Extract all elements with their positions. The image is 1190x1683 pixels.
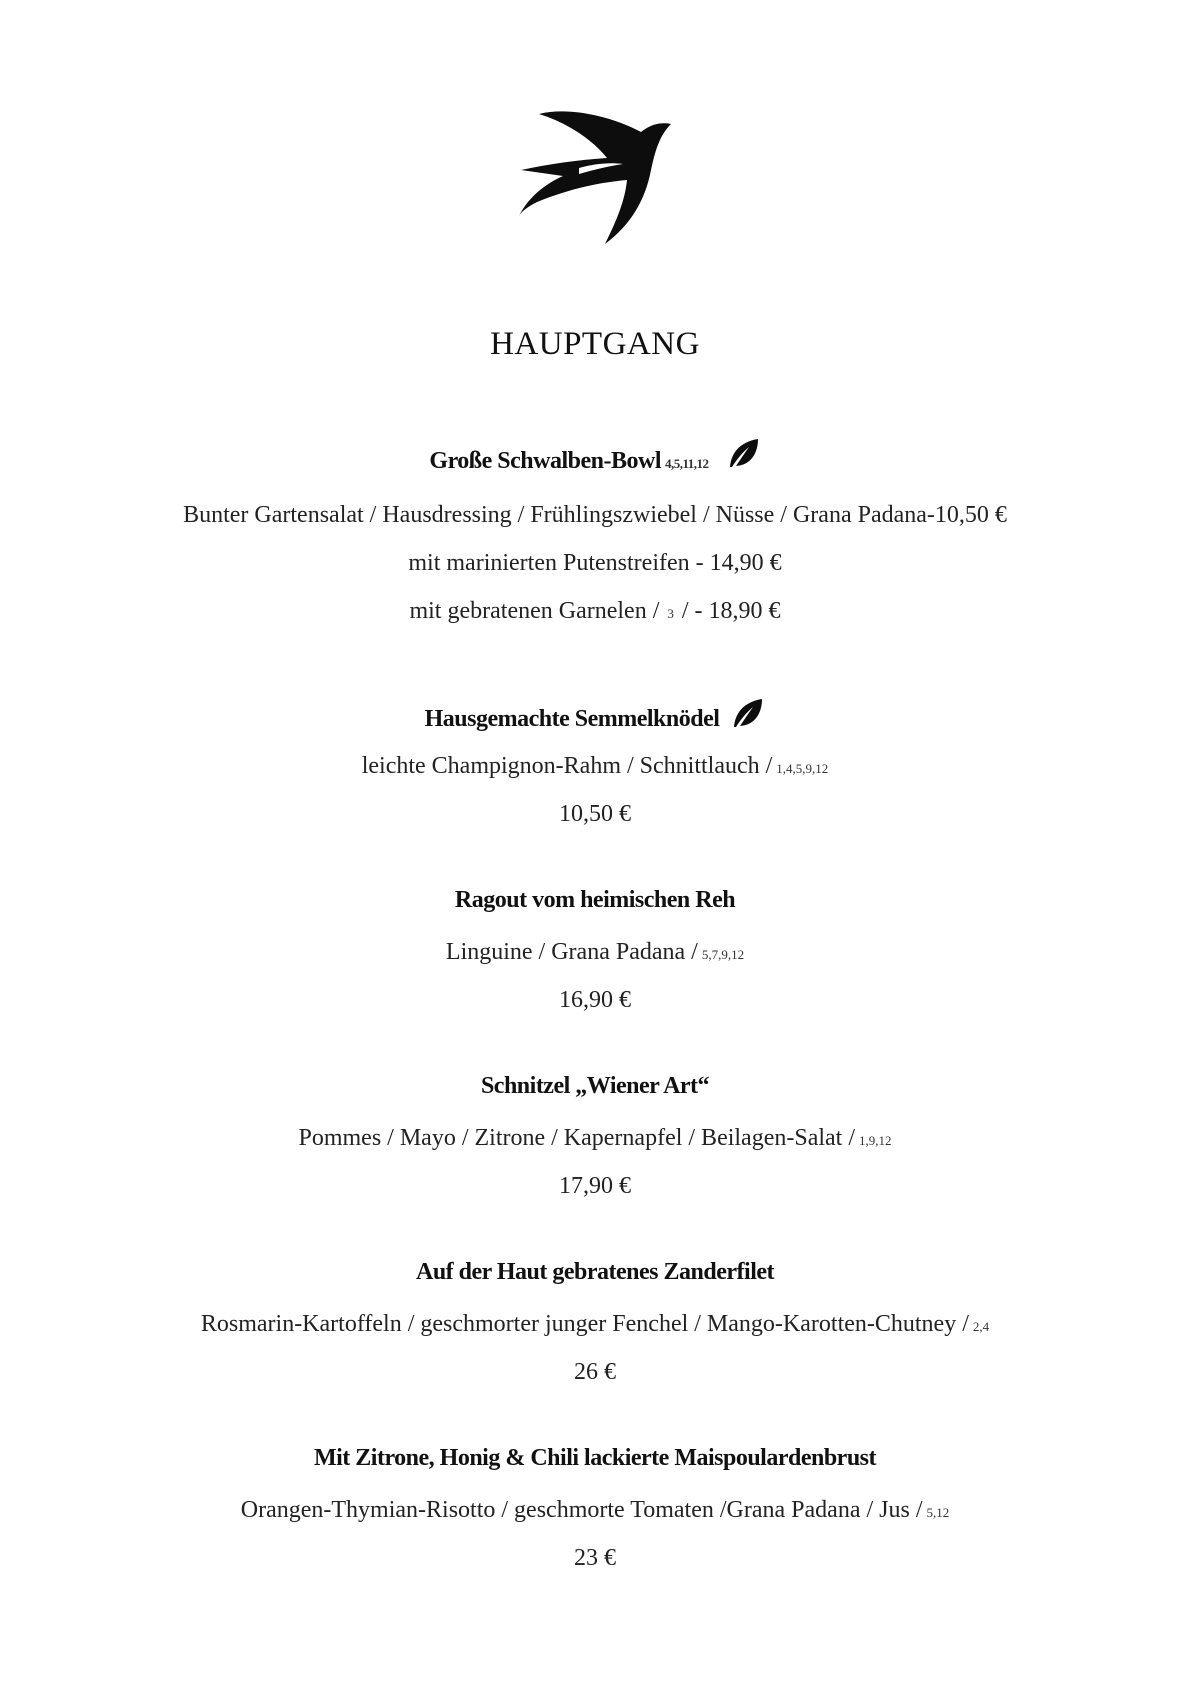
allergen-codes: 1,9,12 — [859, 1133, 892, 1148]
dish-title: Große Schwalben-Bowl — [429, 448, 662, 474]
swallow-logo — [519, 108, 673, 244]
dish-name: Auf der Haut gebratenes Zanderfilet — [415, 1259, 774, 1285]
dish-description — [0, 1486, 1190, 1534]
dish-description — [0, 1300, 1190, 1348]
dish-description — [0, 928, 1190, 976]
dish-description: Bunter Gartensalat / Hausdressing / Frühlingszwiebel / Nüsse / Grana Padana-10,50 € — [183, 502, 1007, 528]
dish-name: Mit Zitrone, Honig & Chili lackierte Maispoulardenbrust — [313, 1445, 877, 1471]
description-text: leichte Champignon-Rahm / Schnittlauch / — [361, 753, 773, 779]
dish-zanderfilet — [0, 1254, 1190, 1396]
dish-option — [0, 587, 1190, 635]
description-text: Pommes / Mayo / Zitrone / Kapernapfel / Beilagen-Salat / — [298, 1125, 856, 1151]
option-price: / - 18,90 € — [681, 598, 781, 624]
dish-name — [0, 696, 1190, 732]
allergen-codes: 5,12 — [926, 1505, 950, 1520]
dish-option: mit marinierten Putenstreifen - 14,90 € — [408, 550, 782, 576]
dish-description — [0, 1114, 1190, 1162]
dish-price: 26 € — [574, 1359, 616, 1385]
description-text: Linguine / Grana Padana / — [445, 939, 698, 965]
page-title: HAUPTGANG — [490, 326, 700, 362]
allergen-codes: 5,7,9,12 — [701, 947, 745, 962]
dish-schnitzel — [0, 1068, 1190, 1210]
dish-price: 17,90 € — [559, 1173, 631, 1199]
dish-price: 23 € — [574, 1545, 616, 1571]
allergen-codes: 2,4 — [972, 1319, 990, 1334]
dish-price: 16,90 € — [559, 987, 631, 1013]
leaf-icon — [727, 436, 761, 470]
leaf-icon — [731, 696, 765, 730]
dish-price: 10,50 € — [559, 801, 631, 827]
dish-title: Hausgemachte Semmelknödel — [424, 706, 720, 732]
dish-name: Schnitzel „Wiener Art“ — [480, 1073, 710, 1099]
allergen-codes: 1,4,5,9,12 — [776, 761, 829, 776]
description-text: Rosmarin-Kartoffeln / geschmorter junger Fenchel / Mango-Karotten-Chutney / — [200, 1311, 969, 1337]
allergen-codes: 4,5,11,12 — [665, 456, 709, 471]
dish-ragout — [0, 882, 1190, 1024]
option-text: mit gebratenen Garnelen / — [409, 598, 660, 624]
description-text: Orangen-Thymian-Risotto / geschmorte Tomaten /Grana Padana / Jus / — [240, 1497, 923, 1523]
dish-maispoulardenbrust — [0, 1440, 1190, 1582]
dish-name: Ragout vom heimischen Reh — [454, 887, 736, 913]
dish-name — [0, 443, 1190, 479]
dish-description — [0, 742, 1190, 790]
dish-semmelknoedel — [0, 696, 1190, 838]
dish-bowl — [0, 443, 1190, 635]
allergen-codes: 3 — [667, 606, 674, 621]
